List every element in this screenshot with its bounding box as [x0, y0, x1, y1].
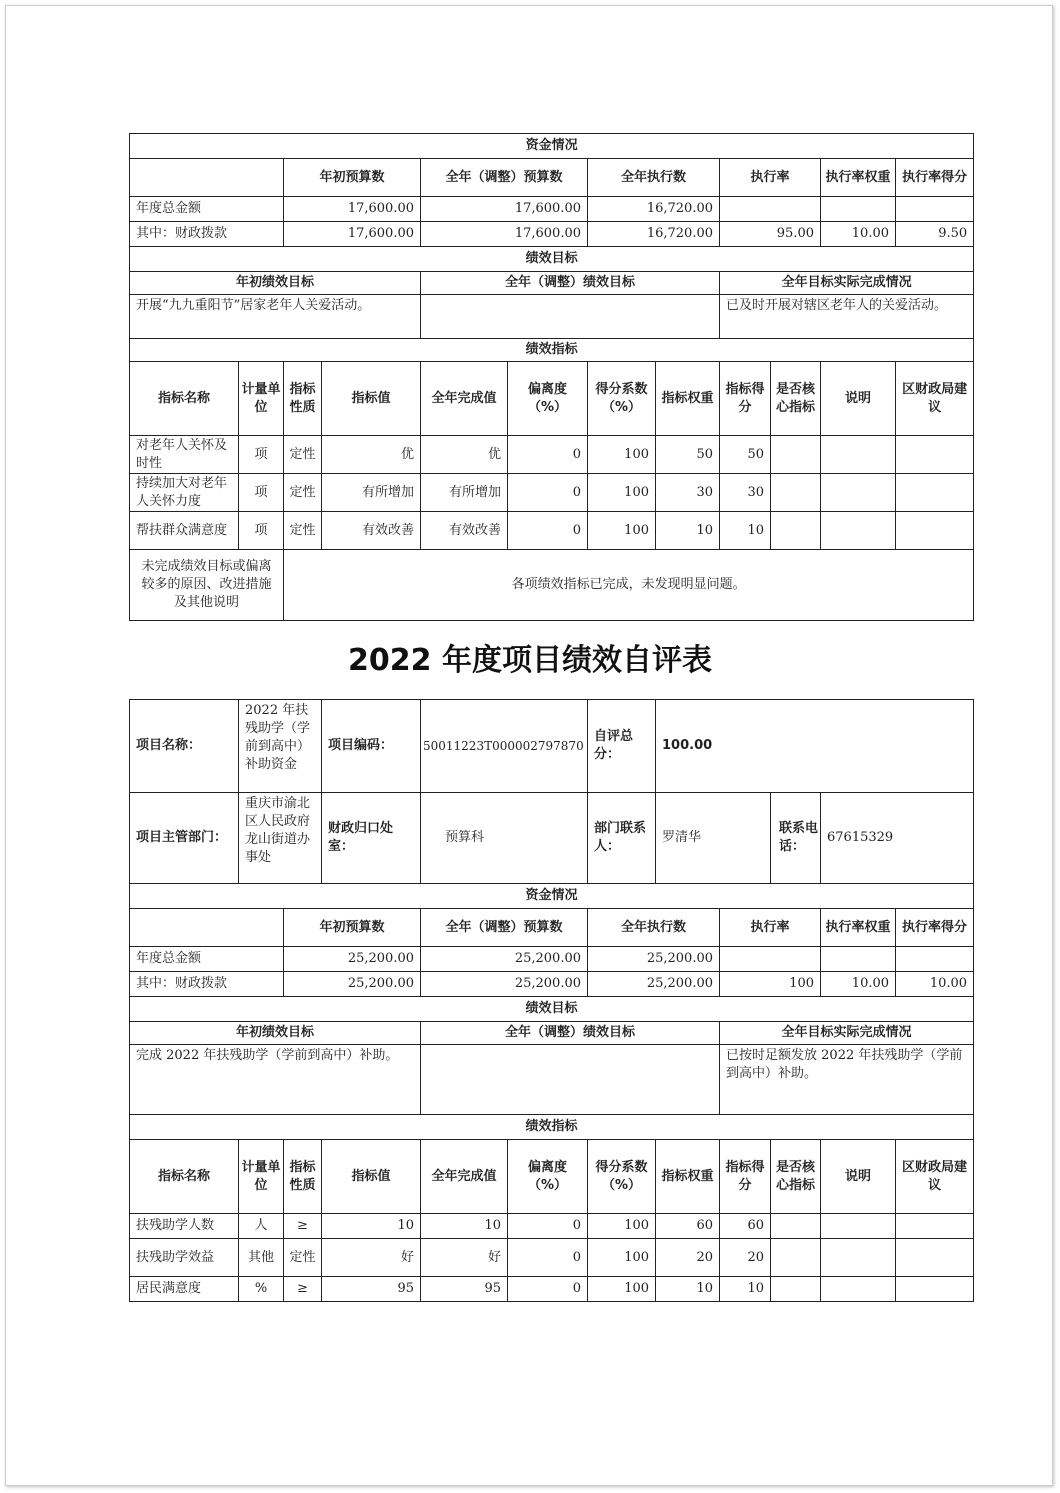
ind-completed: 有效改善 — [421, 512, 508, 550]
ind-score: 60 — [720, 1214, 771, 1239]
funds-adjusted-value: 25,200.00 — [421, 947, 588, 972]
goals-header-initial: 年初绩效目标 — [130, 1022, 421, 1045]
ind-weight: 10 — [656, 512, 720, 550]
funds-executed-value: 16,720.00 — [588, 197, 720, 222]
incomplete-label: 未完成绩效目标或偏离较多的原因、改进措施及其他说明 — [130, 550, 284, 621]
funds-row-label: 其中：财政拨款 — [130, 222, 284, 247]
incomplete-note: 各项绩效指标已完成，未发现明显问题。 — [284, 550, 974, 621]
ind-deviation: 0 — [508, 474, 588, 512]
ind-header-value: 指标值 — [322, 362, 421, 436]
funds-score-value — [896, 947, 974, 972]
ind-value: 95 — [322, 1277, 421, 1302]
funds-score-value — [896, 197, 974, 222]
previous-project-table — [129, 133, 974, 621]
ind-deviation: 0 — [508, 512, 588, 550]
ind-header-note: 说明 — [821, 362, 896, 436]
funds-row-total — [130, 197, 974, 222]
ind-suggestion — [896, 512, 974, 550]
funds-rate-value: 95.00 — [720, 222, 821, 247]
funds-weight-value: 10.00 — [821, 222, 896, 247]
funds-section-header: 资金情况 — [130, 884, 974, 909]
ind-core — [771, 1239, 821, 1277]
funds-header-blank — [130, 159, 284, 197]
ind-suggestion — [896, 436, 974, 474]
funds-rate-value — [720, 197, 821, 222]
ind-coefficient: 100 — [588, 1277, 656, 1302]
ind-header-suggestion: 区财政局建议 — [896, 362, 974, 436]
funds-row-label: 年度总金额 — [130, 947, 284, 972]
ind-coefficient: 100 — [588, 436, 656, 474]
supervisor-label: 项目主管部门： — [130, 793, 239, 884]
supervisor-value: 重庆市渝北区人民政府龙山街道办事处 — [239, 793, 322, 884]
ind-note — [821, 474, 896, 512]
funds-section-header: 资金情况 — [130, 134, 974, 159]
ind-unit: 项 — [239, 474, 284, 512]
funds-initial-value: 17,600.00 — [284, 222, 421, 247]
funds-header-executed: 全年执行数 — [588, 159, 720, 197]
ind-unit: 其他 — [239, 1239, 284, 1277]
funds-row-total — [130, 947, 974, 972]
funds-header-executed: 全年执行数 — [588, 909, 720, 947]
contact-phone-label: 联系电话： — [771, 793, 821, 884]
ind-completed: 有所增加 — [421, 474, 508, 512]
ind-header-completed: 全年完成值 — [421, 1140, 508, 1214]
ind-value: 有效改善 — [322, 512, 421, 550]
ind-nature: 定性 — [284, 436, 322, 474]
ind-suggestion — [896, 1239, 974, 1277]
ind-header-deviation: 偏离度（%） — [508, 362, 588, 436]
ind-deviation: 0 — [508, 1277, 588, 1302]
funds-header-initial: 年初预算数 — [284, 159, 421, 197]
ind-header-note: 说明 — [821, 1140, 896, 1214]
contact-person-label: 部门联系人： — [588, 793, 656, 884]
funds-adjusted-value: 17,600.00 — [421, 197, 588, 222]
table-row — [130, 474, 974, 512]
goals-header-adjusted: 全年（调整）绩效目标 — [421, 1022, 720, 1045]
ind-deviation: 0 — [508, 436, 588, 474]
ind-name: 居民满意度 — [130, 1277, 239, 1302]
ind-value: 10 — [322, 1214, 421, 1239]
funds-header-score: 执行率得分 — [896, 159, 974, 197]
funds-executed-value: 16,720.00 — [588, 222, 720, 247]
project-table — [129, 699, 974, 1302]
ind-header-value: 指标值 — [322, 1140, 421, 1214]
ind-weight: 50 — [656, 436, 720, 474]
project-code-value: 50011223T000002797870 — [421, 700, 588, 793]
funds-header-weight: 执行率权重 — [821, 159, 896, 197]
ind-suggestion — [896, 1214, 974, 1239]
ind-header-suggestion: 区财政局建议 — [896, 1140, 974, 1214]
goal-adjusted-text — [421, 295, 720, 339]
ind-name: 持续加大对老年人关怀力度 — [130, 474, 239, 512]
contact-phone-value: 67615329 — [821, 793, 974, 884]
ind-completed: 优 — [421, 436, 508, 474]
ind-header-unit: 计量单位 — [239, 1140, 284, 1214]
ind-coefficient: 100 — [588, 512, 656, 550]
ind-nature: ≥ — [284, 1214, 322, 1239]
ind-name: 扶残助学人数 — [130, 1214, 239, 1239]
ind-header-deviation: 偏离度（%） — [508, 1140, 588, 1214]
funds-header-rate: 执行率 — [720, 909, 821, 947]
ind-header-nature: 指标性质 — [284, 1140, 322, 1214]
funds-row-fiscal — [130, 222, 974, 247]
table-row — [130, 1239, 974, 1277]
finance-office-label: 财政归口处室： — [322, 793, 421, 884]
ind-name: 帮扶群众满意度 — [130, 512, 239, 550]
goal-adjusted-text — [421, 1045, 720, 1115]
contact-person-value: 罗清华 — [656, 793, 771, 884]
funds-header-adjusted: 全年（调整）预算数 — [421, 159, 588, 197]
table-row — [130, 1214, 974, 1239]
ind-core — [771, 474, 821, 512]
funds-executed-value: 25,200.00 — [588, 972, 720, 997]
self-score-label: 自评总分： — [588, 700, 656, 793]
ind-value: 优 — [322, 436, 421, 474]
ind-score: 30 — [720, 474, 771, 512]
ind-score: 10 — [720, 512, 771, 550]
indicators-section-header: 绩效指标 — [130, 339, 974, 362]
funds-header-weight: 执行率权重 — [821, 909, 896, 947]
funds-header-rate: 执行率 — [720, 159, 821, 197]
project-code-label: 项目编码： — [322, 700, 421, 793]
ind-core — [771, 512, 821, 550]
goal-initial-text: 完成 2022 年扶残助学（学前到高中）补助。 — [130, 1045, 421, 1115]
goals-section-header: 绩效目标 — [130, 247, 974, 272]
ind-nature: 定性 — [284, 474, 322, 512]
ind-score: 20 — [720, 1239, 771, 1277]
funds-header-score: 执行率得分 — [896, 909, 974, 947]
goal-initial-text: 开展“九九重阳节”居家老年人关爱活动。 — [130, 295, 421, 339]
goals-header-actual: 全年目标实际完成情况 — [720, 272, 974, 295]
goal-actual-text: 已及时开展对辖区老年人的关爱活动。 — [720, 295, 974, 339]
funds-initial-value: 17,600.00 — [284, 197, 421, 222]
ind-score: 10 — [720, 1277, 771, 1302]
funds-weight-value — [821, 947, 896, 972]
goal-actual-text: 已按时足额发放 2022 年扶残助学（学前到高中）补助。 — [720, 1045, 974, 1115]
ind-completed: 95 — [421, 1277, 508, 1302]
funds-executed-value: 25,200.00 — [588, 947, 720, 972]
ind-header-unit: 计量单位 — [239, 362, 284, 436]
self-score-value: 100.00 — [656, 700, 974, 793]
ind-note — [821, 1277, 896, 1302]
funds-initial-value: 25,200.00 — [284, 972, 421, 997]
ind-deviation: 0 — [508, 1239, 588, 1277]
ind-nature: ≥ — [284, 1277, 322, 1302]
ind-coefficient: 100 — [588, 1239, 656, 1277]
ind-header-name: 指标名称 — [130, 362, 239, 436]
ind-completed: 好 — [421, 1239, 508, 1277]
funds-rate-value — [720, 947, 821, 972]
funds-weight-value — [821, 197, 896, 222]
ind-header-weight: 指标权重 — [656, 1140, 720, 1214]
ind-note — [821, 1214, 896, 1239]
ind-header-coefficient: 得分系数（%） — [588, 1140, 656, 1214]
goals-header-actual: 全年目标实际完成情况 — [720, 1022, 974, 1045]
funds-row-label: 年度总金额 — [130, 197, 284, 222]
finance-office-value: 预算科 — [421, 793, 588, 884]
ind-suggestion — [896, 474, 974, 512]
ind-weight: 60 — [656, 1214, 720, 1239]
funds-row-label: 其中：财政拨款 — [130, 972, 284, 997]
funds-header-initial: 年初预算数 — [284, 909, 421, 947]
ind-header-name: 指标名称 — [130, 1140, 239, 1214]
funds-header-adjusted: 全年（调整）预算数 — [421, 909, 588, 947]
funds-adjusted-value: 17,600.00 — [421, 222, 588, 247]
ind-unit: % — [239, 1277, 284, 1302]
funds-row-fiscal — [130, 972, 974, 997]
table-row — [130, 512, 974, 550]
goals-section-header: 绩效目标 — [130, 997, 974, 1022]
ind-coefficient: 100 — [588, 474, 656, 512]
ind-weight: 20 — [656, 1239, 720, 1277]
funds-initial-value: 25,200.00 — [284, 947, 421, 972]
ind-core — [771, 436, 821, 474]
ind-header-weight: 指标权重 — [656, 362, 720, 436]
ind-core — [771, 1277, 821, 1302]
ind-completed: 10 — [421, 1214, 508, 1239]
funds-weight-value: 10.00 — [821, 972, 896, 997]
ind-nature: 定性 — [284, 512, 322, 550]
goals-header-adjusted: 全年（调整）绩效目标 — [421, 272, 720, 295]
ind-name: 对老年人关怀及时性 — [130, 436, 239, 474]
ind-note — [821, 436, 896, 474]
ind-weight: 10 — [656, 1277, 720, 1302]
funds-score-value: 10.00 — [896, 972, 974, 997]
ind-header-score: 指标得分 — [720, 1140, 771, 1214]
page-title: 2022 年度项目绩效自评表 — [348, 643, 712, 678]
ind-header-completed: 全年完成值 — [421, 362, 508, 436]
ind-header-score: 指标得分 — [720, 362, 771, 436]
project-name-value: 2022 年扶残助学（学前到高中）补助资金 — [239, 700, 322, 793]
funds-header-blank — [130, 909, 284, 947]
funds-rate-value: 100 — [720, 972, 821, 997]
ind-header-core: 是否核心指标 — [771, 1140, 821, 1214]
table-row — [130, 1277, 974, 1302]
table-row — [130, 436, 974, 474]
ind-deviation: 0 — [508, 1214, 588, 1239]
ind-unit: 人 — [239, 1214, 284, 1239]
ind-core — [771, 1214, 821, 1239]
ind-header-coefficient: 得分系数（%） — [588, 362, 656, 436]
ind-value: 好 — [322, 1239, 421, 1277]
ind-unit: 项 — [239, 512, 284, 550]
ind-value: 有所增加 — [322, 474, 421, 512]
indicators-section-header: 绩效指标 — [130, 1115, 974, 1140]
ind-score: 50 — [720, 436, 771, 474]
ind-coefficient: 100 — [588, 1214, 656, 1239]
ind-header-core: 是否核心指标 — [771, 362, 821, 436]
ind-note — [821, 512, 896, 550]
funds-adjusted-value: 25,200.00 — [421, 972, 588, 997]
ind-note — [821, 1239, 896, 1277]
ind-weight: 30 — [656, 474, 720, 512]
goals-header-initial: 年初绩效目标 — [130, 272, 421, 295]
ind-header-nature: 指标性质 — [284, 362, 322, 436]
project-name-label: 项目名称： — [130, 700, 239, 793]
ind-nature: 定性 — [284, 1239, 322, 1277]
ind-suggestion — [896, 1277, 974, 1302]
funds-score-value: 9.50 — [896, 222, 974, 247]
ind-name: 扶残助学效益 — [130, 1239, 239, 1277]
ind-unit: 项 — [239, 436, 284, 474]
